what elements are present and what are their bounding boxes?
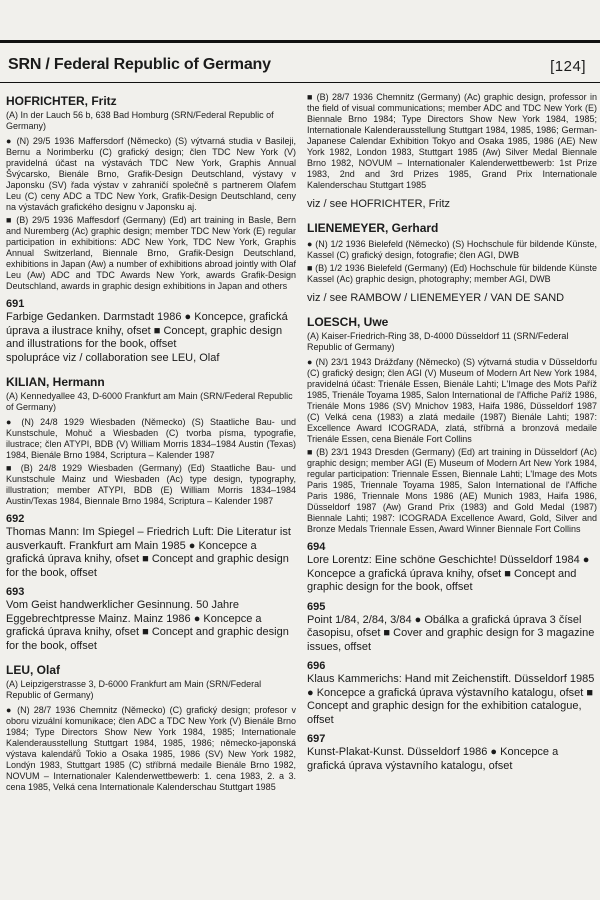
header-rule bbox=[0, 82, 600, 83]
entry-lienemeyer bbox=[307, 221, 597, 305]
entry-address: (A) Kennedyallee 43, D-6000 Frankfurt am Main (SRN/Federal Republic of Germany) bbox=[6, 391, 293, 412]
entry-address: (A) In der Lauch 56 b, 638 Bad Homburg (SRN/Federal Republic of Germany) bbox=[6, 110, 274, 131]
bio-english: ■ (B) 29/5 1936 Maffesdorf (Germany) (Ed) art training in Basle, Bern and Nuremberg (Ac) graphic design; member TDC New York (E) regular participation in exhibitions: ADC New York, TDC New York, Graphis Annual Switzerland, Biennale Brno, Grafik-Design Deutschland, exhibitions in Japan (Aw) a number of exhibitions abroad jointly with Olaf Leu (Aw) ADC and TDC Awards New York, awards Grafik-Design Deutschland, awards in graphic design exhibitions in Japan and others bbox=[6, 215, 296, 291]
work-number: 697 bbox=[307, 733, 326, 745]
work-number: 691 bbox=[6, 298, 25, 310]
page-number: [124] bbox=[550, 58, 586, 75]
work-description: Thomas Mann: Im Spiegel – Friedrich Luft: Die Literatur ist ausverkauft. Frankfurt am Main 1985 ● Koncepce a grafická úprava knihy, ofset ■ Concept and graphic design for the book, offset bbox=[6, 526, 291, 579]
bio-czech: ● (N) 29/5 1936 Maffersdorf (Německo) (S) výtvarná studia v Basileji, Bernu a Norimberku (C) grafický design; člen TDC New York (V) pravidelná účast na výstavách TDC New York, Graphis Annual Švýcarsko, Bienále Brno, Grafik-Design Deutschland, výstavy v Japonsku (SV) řada výstav v zahraničí společně s partnerem Olafem Leu (C) ceny ADC a TDC New York, Grafik-Design Deutschland, ceny na výstavách grafického designu v Japonsku aj. bbox=[6, 136, 296, 212]
entry-kilian bbox=[6, 375, 296, 653]
entry-name: LEU, Olaf bbox=[6, 663, 61, 677]
work-number: 692 bbox=[6, 513, 25, 525]
bio-english: ■ (B) 24/8 1929 Wiesbaden (Germany) (Ed) Staatliche Bau- und Kunstschule Mainz und Wiesbaden (Ac) type design, typography, illustration; member ATYPI, BDB (E) William Morris 1834–1984 Austin/Texas 1984, Biennale Brno 1984, Scriptura – Kalender 1987 bbox=[6, 463, 296, 506]
work-number: 694 bbox=[307, 541, 326, 553]
entry-leu bbox=[6, 663, 296, 793]
bio-english: ■ (B) 1/2 1936 Bielefeld (Germany) (Ed) Hochschule für bildende Künste Kassel (Ac) graphic design, photography; member AGI, DWB bbox=[307, 263, 597, 284]
work-description: Vom Geist handwerklicher Gesinnung. 50 Jahre Eggebrechtpresse Mainz. Mainz 1986 ● Koncepce a grafická úprava knihy, ofset ■ Concept and graphic design for the book, offset bbox=[6, 599, 289, 652]
bio-czech: ● (N) 23/1 1943 Drážďany (Německo) (S) výtvarná studia v Düsseldorfu (C) grafický design; člen AGI (V) Museum of Modern Art New York 1984, pravidelná účast: Trienále Essen, Bienále Lahti; L'Image des Mots Paříž 1985, Trienále Toyama 1985, Salon International de l'Affiche Paříž 1986, Trienále Mons 1986 (SV) Mnichov 1983, Haifa 1986, Düsseldorf 1987 (C) Velká cena (1983) a zlatá medaile (1987) Bienále Lahti; 1987: Excellence Award ICOGRADA, zlatá, stříbrná a bronzová medaile Trienále Essen, cena Bienále Fort Collins bbox=[307, 357, 597, 444]
bio-czech: ● (N) 28/7 1936 Chemnitz (Německo) (C) grafický design; profesor v oboru vizuální komunikace; člen ADC a TDC New York (V) Bienále Brno 1984; Type Directors Show New York 1984, 1985; Internationale Kalenderausstellung Stuttgart 1984, 1985, 1986; německo-japonská výstava kalendářů Tokio a Osaka 1985, 1986 (SV) New York 1982, Londýn 1983, Stuttgart 1985 (C) stříbrná medaile Bienále Brno 1982, NOVUM – Internationaler Kalenderwettbewerb: 1. cena 1983, 2. a 3. cena 1985, Velká cena Internationale Kalenderschau Stuttgart 1985 bbox=[6, 705, 296, 792]
entry-loesch bbox=[307, 315, 597, 773]
see-reference: viz / see HOFRICHTER, Fritz bbox=[307, 198, 451, 210]
entry-address: (A) Leipzigerstrasse 3, D-6000 Frankfurt am Main (SRN/Federal Republic of Germany) bbox=[6, 679, 262, 700]
entry-name: LIENEMEYER, Gerhard bbox=[307, 221, 439, 235]
bio-czech: ● (N) 24/8 1929 Wiesbaden (Německo) (S) Staatliche Bau- und Kunstschule, Mohuč a Wiesbaden (C) tvorba písma, typografie, ilustrace; člen ATYPI, BDB (V) William Morris 1834–1984 Austin (Texas) 1984, Bienále Brno 1984, Scriptura – Kalender 1987 bbox=[6, 417, 296, 460]
work-description: Kunst-Plakat-Kunst. Düsseldorf 1986 ● Koncepce a grafická úprava výstavního katalogu, ofset bbox=[307, 746, 559, 772]
bio-czech: ● (N) 1/2 1936 Bielefeld (Německo) (S) Hochschule für bildende Künste, Kassel (C) grafický design, fotografie; člen AGI, DWB bbox=[307, 239, 597, 260]
entry-name: KILIAN, Hermann bbox=[6, 375, 105, 389]
work-number: 696 bbox=[307, 660, 326, 672]
work-description: Point 1/84, 2/84, 3/84 ● Obálka a grafická úprava 3 čísel časopisu, ofset ■ Cover and graphic design for 3 magazine issues, offset bbox=[307, 613, 595, 653]
work-description: Lore Lorentz: Eine schöne Geschichte! Düsseldorf 1984 ● Koncepce a grafická úprava knihy, ofset ■ Concept and graphic design for the book, offset bbox=[307, 554, 590, 593]
work-number: 695 bbox=[307, 600, 326, 613]
bio-english: ■ (B) 23/1 1943 Dresden (Germany) (Ed) art training in Düsseldorf (Ac) graphic design; member AGI (E) Museum of Modern Art New York 1984, regular participation: Triennale Essen, Biennale Lahti; L'Image des Mots Paris 1985, Triennale Toyama 1985, Salon International de l'Affiche Paris 1986, Triennale Mons 1986 (AE) Munich 1983, Haifa 1986, Düsseldorf 1987 (Aw) Grand Prix (1983) and Gold Medal (1987) Biennale Lahti; 1987: ICOGRADA Excellence Award, Gold, Silver and Bronze Medals Triennale Essen, Award Winner Biennale Fort Collins bbox=[307, 447, 597, 534]
entry-hofrichter bbox=[6, 94, 296, 365]
top-rule bbox=[0, 40, 600, 43]
right-column bbox=[307, 92, 597, 773]
see-reference: viz / see RAMBOW / LIENEMEYER / VAN DE SAND bbox=[307, 292, 565, 304]
left-column bbox=[6, 94, 296, 795]
work-number: 693 bbox=[6, 586, 25, 598]
work-description: Farbige Gedanken. Darmstadt 1986 ● Koncepce, grafická úprava a ilustrace knihy, ofset ■ Concept, graphic design and illustrations for the book, offset bbox=[6, 311, 288, 350]
entry-name: LOESCH, Uwe bbox=[307, 315, 389, 329]
page-title: SRN / Federal Republic of Germany bbox=[8, 56, 271, 73]
work-description: Klaus Kammerichs: Hand mit Zeichenstift. Düsseldorf 1985 ● Koncepce a grafická úprava výstavního katalogu, ofset ■ Concept and graphic design for the exhibition catalogue, offset bbox=[307, 673, 595, 726]
bio-english-leu: ■ (B) 28/7 1936 Chemnitz (Germany) (Ac) graphic design, professor in the field of visual communications; member ADC and TDC New York (E) Biennale Brno 1984; Type Directors Show New York 1984, 1985; Internationale Kalenderausstellung Stuttgart 1984, 1985, 1986; German-Japanese Calendar Exhibition Tokyo and Osaka 1985, 1986 (AE) New York 1982, London 1983, Stuttgart 1985 (Aw) Silver Medal Biennale Brno 1982, NOVUM – Internationaler Kalenderwettbewerb: 1st Prize 1983, 2nd and 3rd Prizes 1985, Grand Prix Internationale Kalenderschau Stuttgart 1985 bbox=[307, 92, 597, 190]
entry-address: (A) Kaiser-Friedrich-Ring 38, D-4000 Düsseldorf 11 (SRN/Federal Republic of Germany) bbox=[307, 331, 569, 352]
collaboration-ref: spolupráce viz / collaboration see LEU, Olaf bbox=[6, 351, 220, 364]
entry-name: HOFRICHTER, Fritz bbox=[6, 94, 117, 108]
